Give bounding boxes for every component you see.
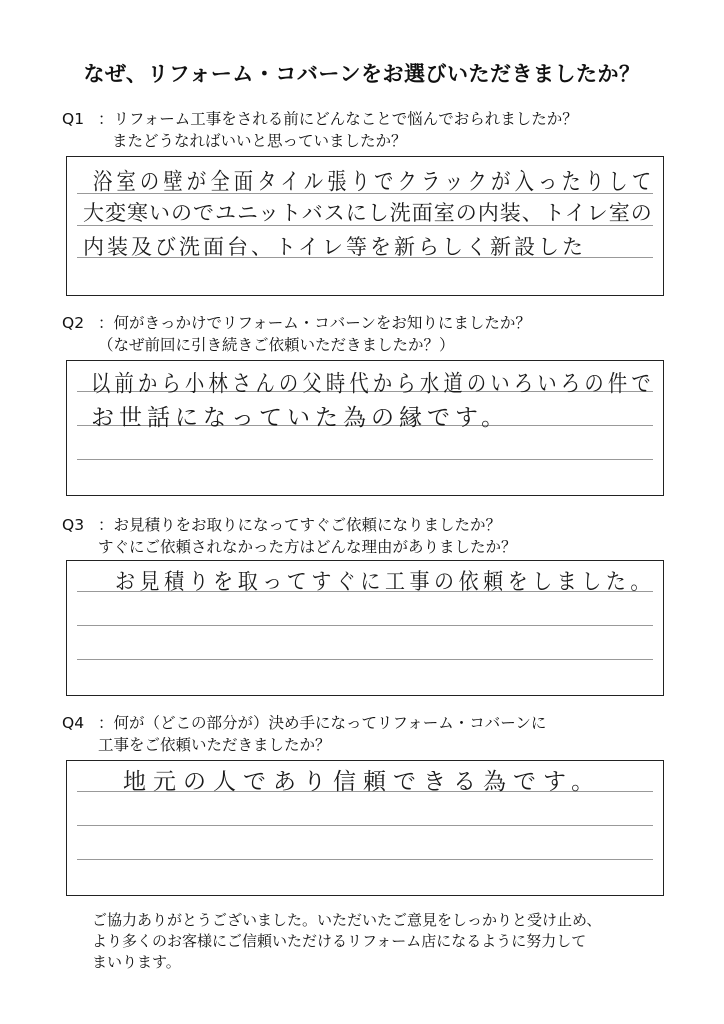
question-text-line: またどうなればいいと思っていましたか？ — [112, 132, 407, 150]
question-text-line: ：何が（どこの部分が）決め手になってリフォーム・コバーンに — [98, 714, 547, 732]
question-text-line: 工事をご依頼いただきましたか？ — [98, 736, 331, 754]
answer-box-1 — [66, 156, 664, 296]
question-text-line: すぐにご依頼されなかった方はどんな理由がありましたか？ — [98, 538, 517, 556]
handwritten-answer-line: 以前から小林さんの父時代から水道のいろいろの件で — [91, 371, 655, 397]
closing-message — [92, 910, 601, 973]
question-4 — [62, 712, 546, 756]
question-number: Q2 — [62, 314, 85, 332]
handwritten-answer-line: 大変寒いのでユニットバスにし洗面室の内装、トイレ室の — [83, 201, 653, 225]
handwritten-answer-line: お見積りを取ってすぐに工事の依頼をしました。 — [115, 570, 655, 595]
closing-line: ご協力ありがとうございました。いただいたご意見をしっかりと受け止め、 — [92, 911, 602, 929]
answer-box-3 — [66, 560, 664, 696]
question-number: Q4 — [62, 714, 85, 732]
question-1 — [62, 108, 578, 152]
question-2 — [62, 312, 531, 356]
page-title: なぜ、リフォーム・コバーンをお選びいただきましたか？ — [83, 62, 641, 86]
question-text-line: ：何がきっかけでリフォーム・コバーンをお知りにましたか？ — [98, 314, 531, 332]
answer-box-4 — [66, 760, 664, 896]
question-number: Q1 — [62, 110, 85, 128]
closing-line: より多くのお客様にご信頼いただけるリフォーム店になるように努力して — [92, 932, 587, 950]
closing-line: まいります。 — [92, 953, 181, 971]
handwritten-answer-line: 浴室の壁が全面タイル張りでクラックが入ったりして — [93, 169, 656, 195]
answer-box-2 — [66, 360, 664, 496]
question-text-line: ：リフォーム工事をされる前にどんなことで悩んでおられましたか？ — [98, 110, 578, 128]
question-text-line: （なぜ前回に引き続きご依頼いただきましたか？） — [98, 336, 455, 354]
question-text-line: ：お見積りをお取りになってすぐご依頼になりましたか？ — [98, 516, 502, 534]
handwritten-answer-line: 地元の人であり信頼できる為です。 — [123, 769, 602, 795]
handwritten-answer-line: お世話になっていた為の縁です。 — [91, 405, 510, 431]
question-3 — [62, 514, 517, 558]
question-number: Q3 — [62, 516, 85, 534]
handwritten-answer-line: 内装及び洗面台、トイレ等を新らしく新設した — [83, 235, 586, 259]
